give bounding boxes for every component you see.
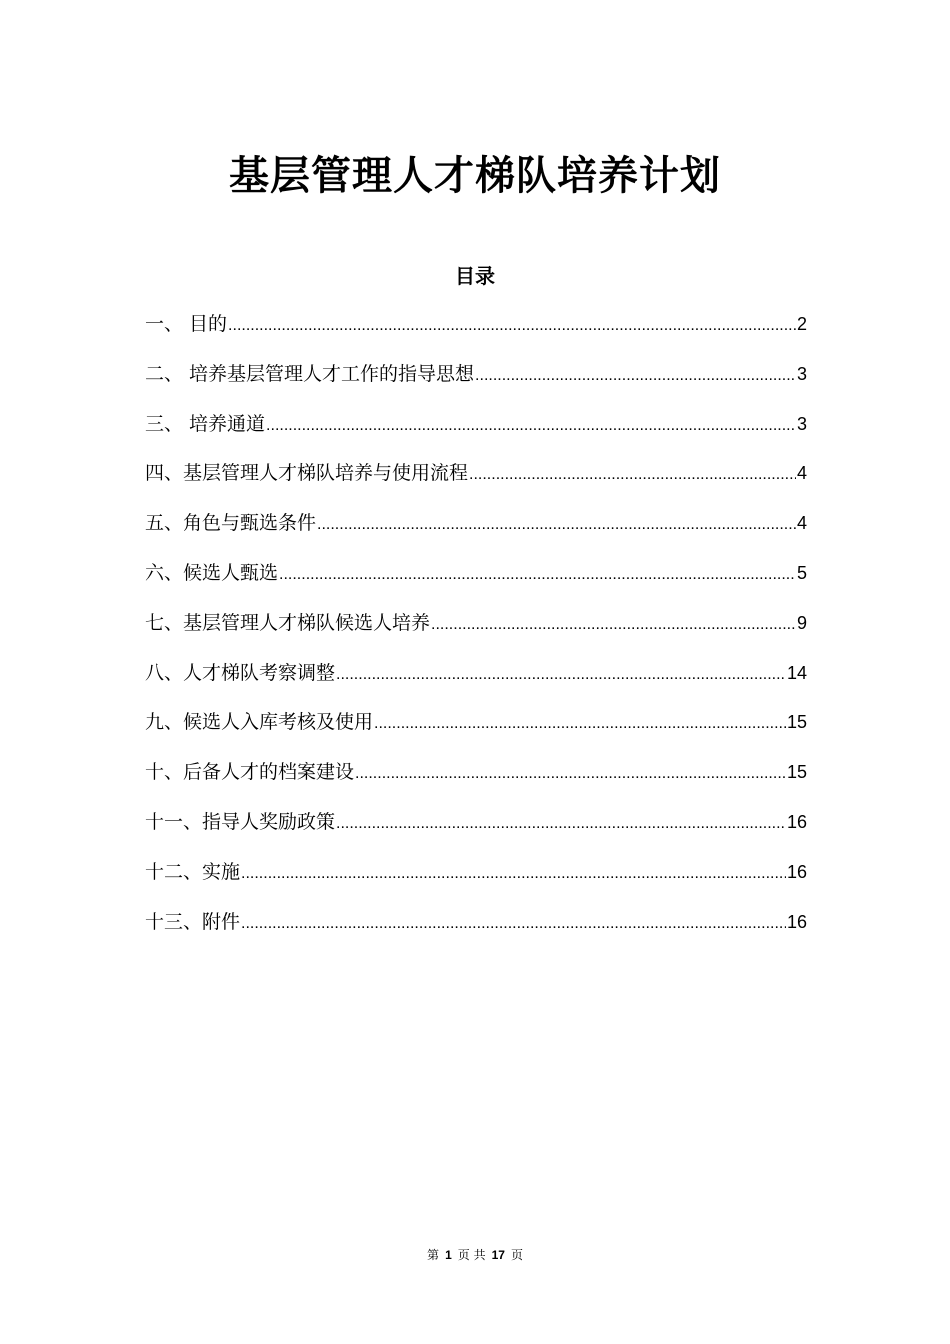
toc-entry-label: 三、 培养通道 <box>145 412 266 435</box>
toc-dot-leader <box>336 660 786 690</box>
toc-entry-label: 十一、指导人奖励政策 <box>145 810 336 833</box>
toc-entry-3[interactable] <box>145 409 807 459</box>
toc-entry-13[interactable] <box>145 907 807 957</box>
document-title: 基层管理人才梯队培养计划 <box>229 153 721 199</box>
toc-entry-page: 15 <box>786 762 807 783</box>
toc-entry-5[interactable] <box>145 508 807 558</box>
toc-entry-9[interactable] <box>145 707 807 757</box>
toc-dot-leader <box>355 759 786 789</box>
toc-entry-label: 八、人才梯队考察调整 <box>145 661 336 684</box>
toc-entry-page: 16 <box>786 911 807 932</box>
toc-dot-leader <box>431 610 796 640</box>
toc-entry-label: 十二、实施 <box>145 860 241 883</box>
toc-dot-leader <box>317 510 796 540</box>
toc-entry-label: 十三、附件 <box>145 910 241 933</box>
footer-current-page: 1 <box>445 1248 452 1262</box>
toc-entry-2[interactable] <box>145 359 807 409</box>
toc-entry-page: 3 <box>796 413 807 434</box>
toc-dot-leader <box>336 809 786 839</box>
toc-entry-page: 2 <box>796 314 807 334</box>
footer-prefix: 第 <box>427 1248 440 1262</box>
toc-dot-leader <box>374 709 786 739</box>
toc-entry-8[interactable] <box>145 658 807 708</box>
toc-dot-leader <box>228 311 796 341</box>
table-of-contents <box>145 309 807 956</box>
toc-dot-leader <box>469 460 796 490</box>
toc-entry-6[interactable] <box>145 558 807 608</box>
footer-total-pages: 17 <box>491 1248 505 1262</box>
toc-entry-label: 六、候选人甄选 <box>145 561 279 584</box>
toc-entry-label: 九、候选人入库考核及使用 <box>145 711 374 734</box>
toc-dot-leader <box>475 361 796 391</box>
toc-entry-11[interactable] <box>145 807 807 857</box>
footer-middle: 页 共 <box>457 1248 486 1262</box>
toc-entry-label: 七、基层管理人才梯队候选人培养 <box>145 611 431 634</box>
toc-entry-1[interactable] <box>145 309 807 359</box>
toc-entry-page: 16 <box>786 811 807 832</box>
toc-dot-leader <box>241 909 786 939</box>
toc-dot-leader <box>266 411 796 441</box>
footer-suffix: 页 <box>510 1248 523 1262</box>
toc-dot-leader <box>241 859 786 889</box>
toc-entry-label: 二、 培养基层管理人才工作的指导思想 <box>145 362 475 385</box>
toc-entry-page: 15 <box>786 712 807 733</box>
toc-entry-page: 16 <box>786 861 807 882</box>
toc-entry-page: 4 <box>796 513 807 534</box>
toc-dot-leader <box>279 560 796 590</box>
toc-entry-label: 十、后备人才的档案建设 <box>145 761 355 784</box>
toc-entry-label: 四、基层管理人才梯队培养与使用流程 <box>145 462 469 485</box>
toc-entry-page: 4 <box>796 463 807 484</box>
toc-entry-page: 3 <box>796 363 807 384</box>
toc-entry-12[interactable] <box>145 857 807 907</box>
page-footer <box>0 1246 950 1264</box>
toc-entry-page: 5 <box>796 562 807 583</box>
toc-heading: 目录 <box>455 264 495 288</box>
toc-entry-page: 9 <box>796 612 807 633</box>
toc-entry-page: 14 <box>786 662 807 683</box>
toc-entry-label: 一、 目的 <box>145 313 228 335</box>
toc-entry-label: 五、角色与甄选条件 <box>145 512 317 535</box>
toc-entry-4[interactable] <box>145 458 807 508</box>
toc-entry-10[interactable] <box>145 757 807 807</box>
toc-entry-7[interactable] <box>145 608 807 658</box>
